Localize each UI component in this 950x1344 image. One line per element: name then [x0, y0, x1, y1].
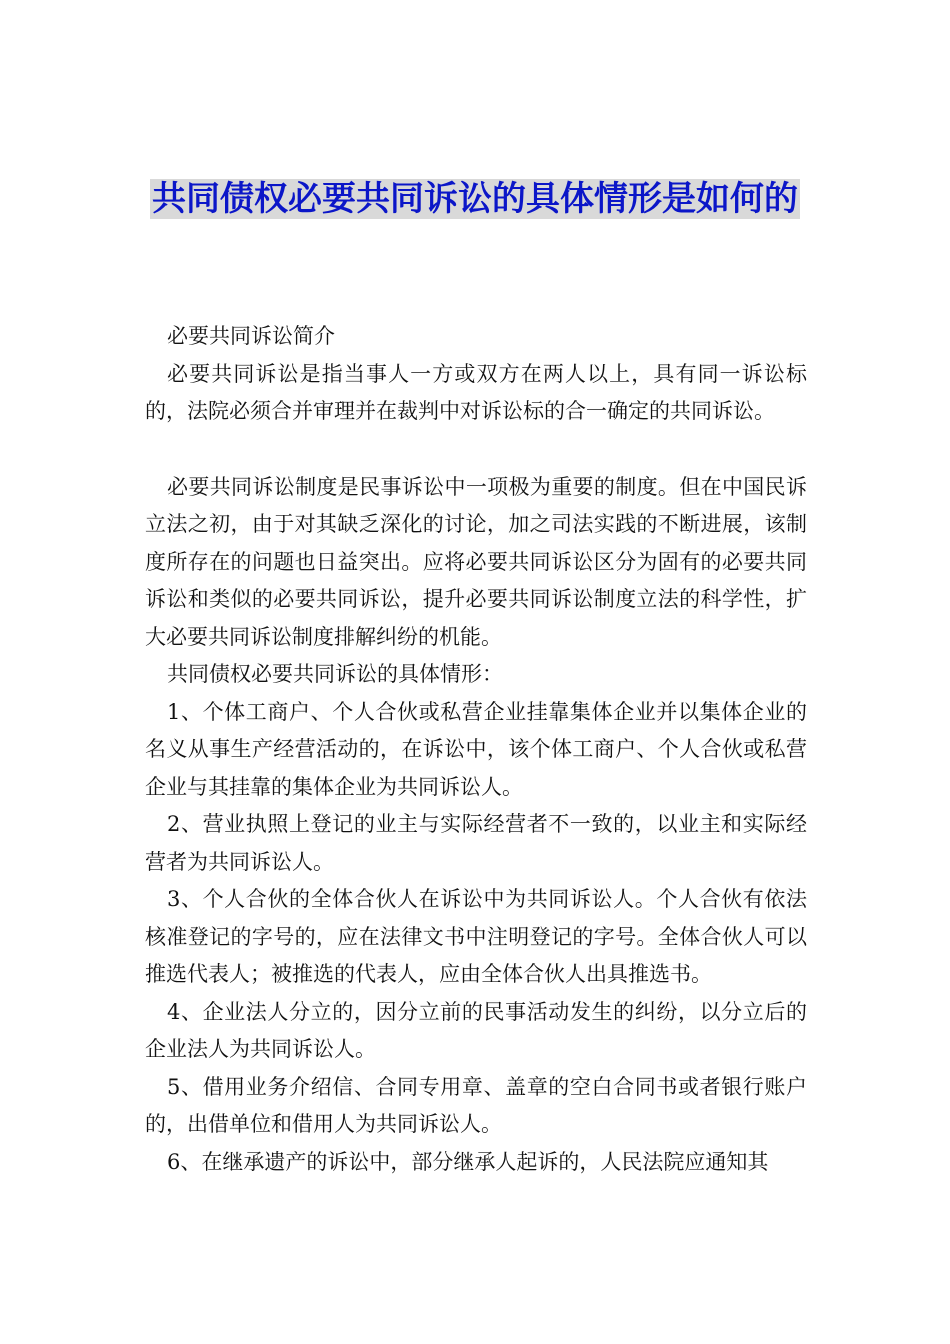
list-item-3: 3、个人合伙的全体合伙人在诉讼中为共同诉讼人。个人合伙有依法核准登记的字号的，应在法律文书中注明登记的字号。全体合伙人可以推选代表人；被推选的代表人，应由全体合伙人出具推选书。	[145, 887, 807, 986]
list-item-6: 6、在继承遗产的诉讼中，部分继承人起诉的，人民法院应通知其	[167, 1149, 769, 1174]
document-title	[140, 174, 810, 224]
paragraph-intro-heading: 必要共同诉讼简介	[167, 324, 335, 348]
paragraph-definition: 必要共同诉讼是指当事人一方或双方在两人以上，具有同一诉讼标的，法院必须合并审理并在裁判中对诉讼标的合一确定的共同诉讼。	[145, 361, 807, 423]
list-item-2: 2、营业执照上登记的业主与实际经营者不一致的，以业主和实际经营者为共同诉讼人。	[145, 812, 807, 874]
list-item-4: 4、企业法人分立的，因分立前的民事活动发生的纠纷，以分立后的企业法人为共同诉讼人。	[145, 999, 807, 1061]
list-item-1: 1、个体工商户、个人合伙或私营企业挂靠集体企业并以集体企业的名义从事生产经营活动的，在诉讼中，该个体工商户、个人合伙或私营企业与其挂靠的集体企业为共同诉讼人。	[145, 699, 807, 799]
document-title-text: 共同债权必要共同诉讼的具体情形是如何的	[152, 179, 798, 219]
paragraph-system: 必要共同诉讼制度是民事诉讼中一项极为重要的制度。但在中国民诉立法之初，由于对其缺乏深化的讨论，加之司法实践的不断进展，该制度所存在的问题也日益突出。应将必要共同诉讼区分为固有的必要共同诉讼和类似的必要共同诉讼，提升必要共同诉讼制度立法的科学性，扩大必要共同诉讼制度排解纠纷的机能。	[145, 474, 807, 649]
document-body	[145, 318, 807, 1181]
list-item-5: 5、借用业务介绍信、合同专用章、盖章的空白合同书或者银行账户的，出借单位和借用人为共同诉讼人。	[145, 1074, 807, 1136]
paragraph-cases-heading: 共同债权必要共同诉讼的具体情形：	[167, 662, 503, 686]
